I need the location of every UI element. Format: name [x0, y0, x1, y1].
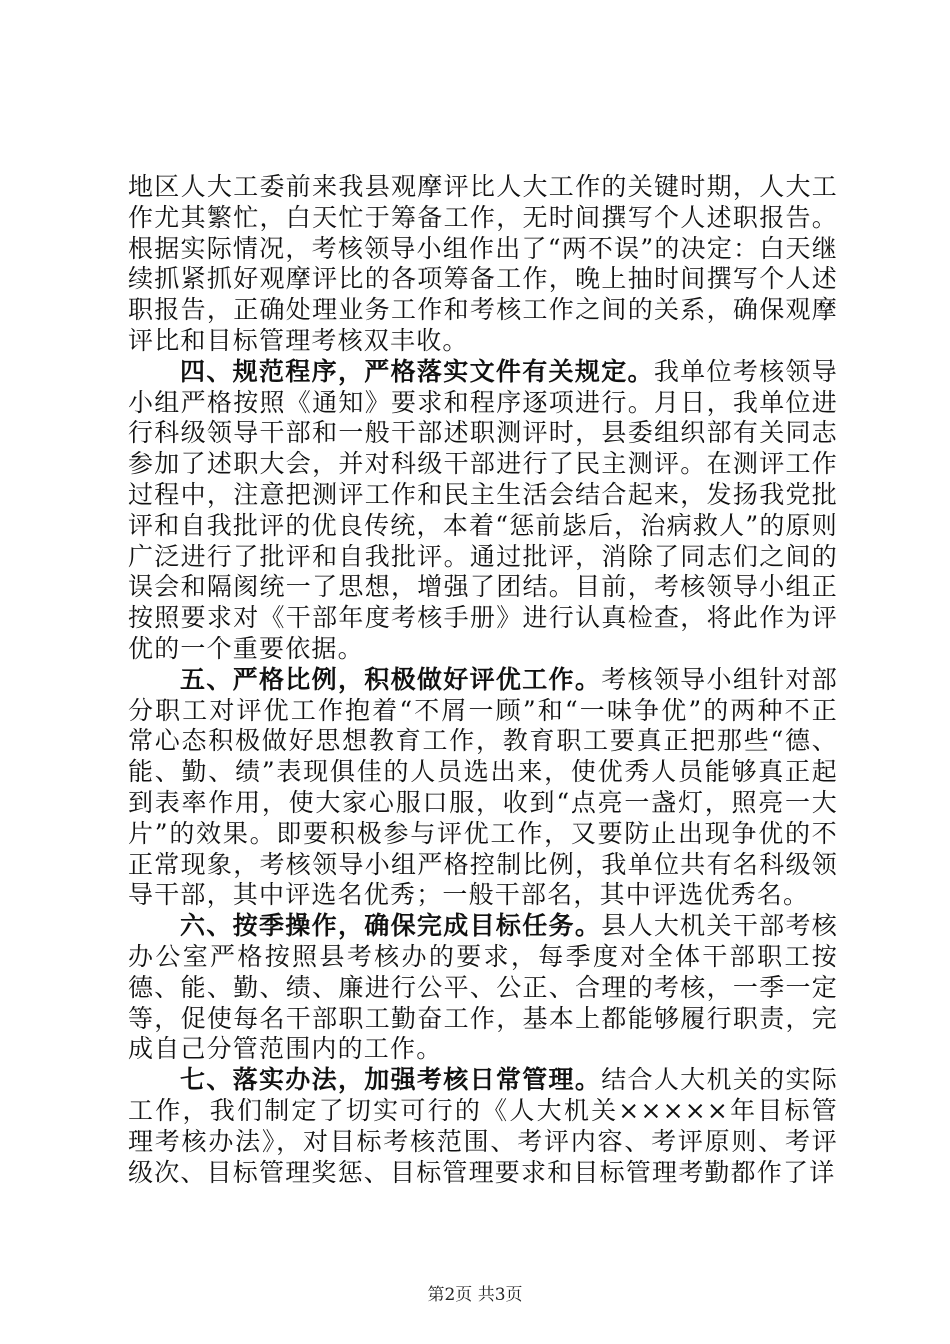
paragraph-section-6 [128, 911, 838, 1065]
paragraph-continuation [128, 172, 838, 357]
paragraph-section-7 [128, 1065, 838, 1188]
body-text [128, 172, 838, 1188]
section-heading: 五、严格比例，积极做好评优工作。 [180, 664, 602, 694]
paragraph-text: 考核领导小组针对部分职工对评优工作抱着“不屑一顾”和“一味争优”的两种不正常心态积极做好思想教育工作，教育职工要真正把那些“德、能、勤、绩”表现俱佳的人员选出来，使优秀人员能够真正起到表率作用，使大家心服口服，收到“点亮一盏灯，照亮一大片”的效果。即要积极参与评优工作，又要防止出现争优的不正常现象，考核领导小组严格控制比例，我单位共有名科级领导干部，其中评选名优秀；一般干部名，其中评选优秀名。 [128, 664, 838, 910]
paragraph-section-4 [128, 357, 838, 665]
page-footer: 第2页 共3页 [427, 1285, 523, 1305]
paragraph-text: 地区人大工委前来我县观摩评比人大工作的关键时期，人大工作尤其繁忙，白天忙于筹备工作，无时间撰写个人述职报告。根据实际情况，考核领导小组作出了“两不误”的决定：白天继续抓紧抓好观摩评比的各项筹备工作，晚上抽时间撰写个人述职报告，正确处理业务工作和考核工作之间的关系，确保观摩评比和目标管理考核双丰收。 [128, 172, 838, 355]
paragraph-text: 结合人大机关的实际工作，我们制定了切实可行的《人大机关×××××年目标管理考核办法》，对目标考核范围、考评内容、考评原则、考评级次、目标管理奖惩、目标管理要求和目标管理考勤都作了详 [128, 1065, 838, 1187]
paragraph-section-5 [128, 665, 838, 911]
paragraph-text: 县人大机关干部考核办公室严格按照县考核办的要求，每季度对全体干部职工按德、能、勤、绩、廉进行公平、公正、合理的考核，一季一定等，促使每名干部职工勤奋工作，基本上都能够履行职责，完成自己分管范围内的工作。 [128, 911, 838, 1064]
paragraph-text: 我单位考核领导小组严格按照《通知》要求和程序逐项进行。月日，我单位进行科级领导干部和一般干部述职测评时，县委组织部有关同志参加了述职大会，并对科级干部进行了民主测评。在测评工作过程中，注意把测评工作和民主生活会结合起来，发扬我党批评和自我批评的优良传统，本着“惩前毖后，治病救人”的原则广泛进行了批评和自我批评。通过批评，消除了同志们之间的误会和隔阂统一了思想，增强了团结。目前，考核领导小组正按照要求对《干部年度考核手册》进行认真检查，将此作为评优的一个重要依据。 [128, 356, 838, 663]
section-heading: 六、按季操作，确保完成目标任务。 [180, 911, 602, 941]
section-heading: 四、规范程序，严格落实文件有关规定。 [180, 356, 654, 386]
section-heading: 七、落实办法，加强考核日常管理。 [180, 1065, 602, 1095]
